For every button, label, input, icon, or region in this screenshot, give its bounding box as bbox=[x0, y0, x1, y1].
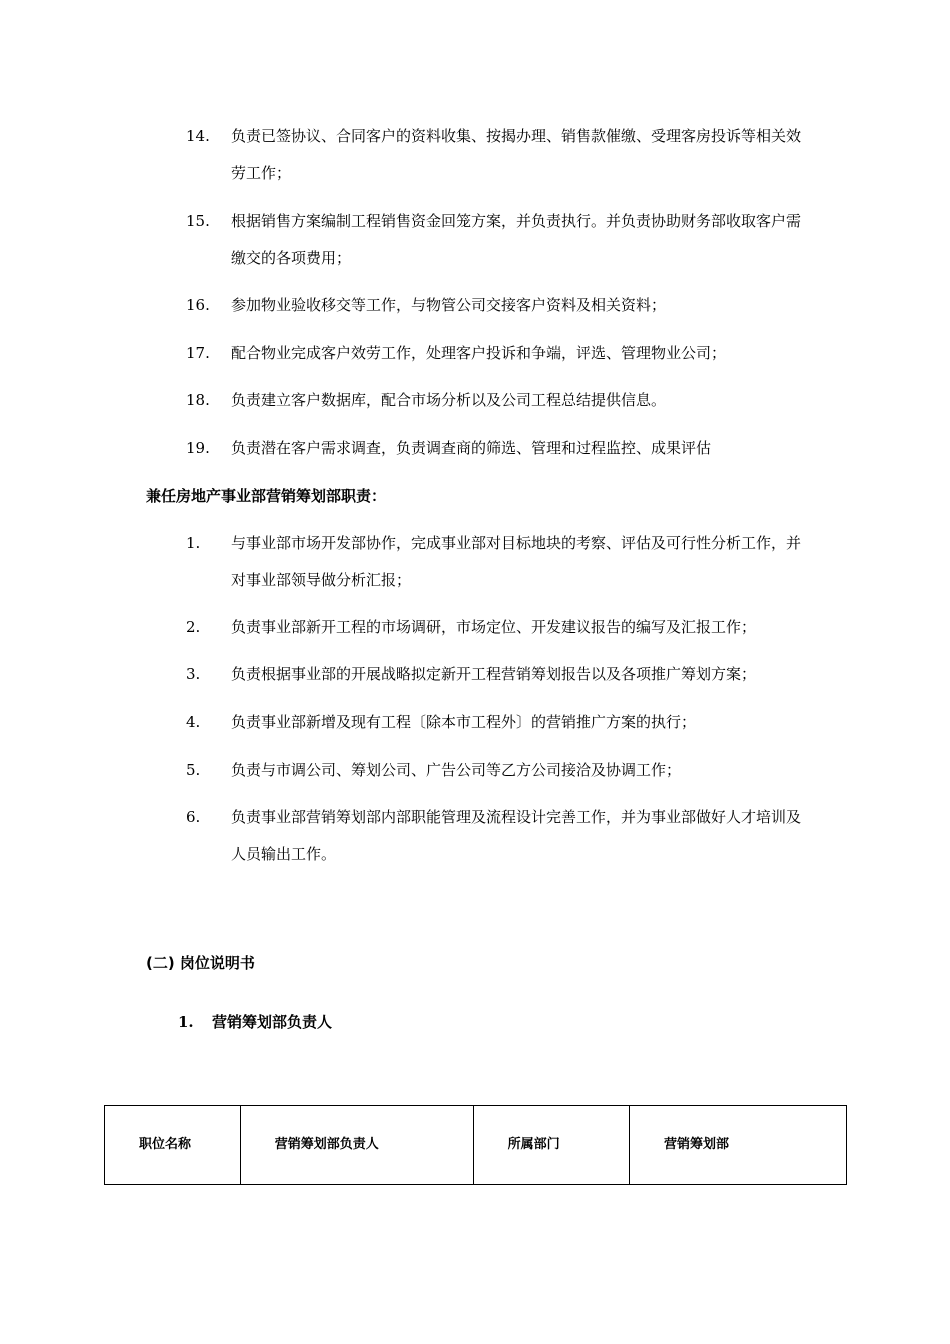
list-item-text: 负责与市调公司、筹划公司、广告公司等乙方公司接洽及协调工作； bbox=[231, 761, 682, 779]
list-item-text: 负责事业部新增及现有工程〔除本市工程外〕的营销推广方案的执行； bbox=[231, 713, 697, 731]
list-item-number: 2. bbox=[186, 618, 201, 636]
list-item-number: 5. bbox=[186, 761, 201, 779]
list-item-number: 6. bbox=[186, 808, 201, 826]
list-item bbox=[186, 287, 826, 324]
list-item bbox=[186, 430, 826, 467]
part-heading: (二) 岗位说明书 bbox=[146, 954, 255, 972]
list-item-text: 负责事业部新开工程的市场调研，市场定位、开发建议报告的编写及汇报工作； bbox=[231, 618, 757, 636]
table-row bbox=[105, 1106, 847, 1185]
position-info-table bbox=[104, 1105, 847, 1185]
list-item bbox=[186, 704, 826, 741]
list-item bbox=[186, 335, 826, 372]
list-item bbox=[186, 799, 826, 873]
table-cell-position-label: 职位名称 bbox=[105, 1106, 241, 1185]
list-item-number: 14. bbox=[186, 127, 210, 145]
sub-heading-number: 1. bbox=[178, 1013, 194, 1031]
table-cell-position-value: 营销筹划部负责人 bbox=[240, 1106, 473, 1185]
list-item-text: 负责事业部营销筹划部内部职能管理及流程设计完善工作，并为事业部做好人才培训及人员输出工作。 bbox=[231, 808, 802, 863]
list-item-number: 3. bbox=[186, 665, 201, 683]
list-item-text: 参加物业验收移交等工作，与物管公司交接客户资料及相关资料； bbox=[231, 296, 667, 314]
section-heading: 兼任房地产事业部营销筹划部职责： bbox=[146, 487, 387, 505]
sub-heading bbox=[178, 1010, 332, 1034]
table-cell-department-value: 营销筹划部 bbox=[629, 1106, 846, 1185]
list-item bbox=[186, 118, 826, 192]
list-item bbox=[186, 382, 826, 419]
list-item-number: 19. bbox=[186, 439, 210, 457]
list-item bbox=[186, 203, 826, 277]
list-item-number: 4. bbox=[186, 713, 201, 731]
list-item-number: 1. bbox=[186, 534, 201, 552]
list-item-text: 负责已签协议、合同客户的资料收集、按揭办理、销售款催缴、受理客房投诉等相关效劳工作； bbox=[231, 127, 802, 182]
list-item-text: 配合物业完成客户效劳工作，处理客户投诉和争端，评选、管理物业公司； bbox=[231, 344, 727, 362]
list-item bbox=[186, 656, 826, 693]
list-item-text: 与事业部市场开发部协作，完成事业部对目标地块的考察、评估及可行性分析工作，并对事业部领导做分析汇报； bbox=[231, 534, 802, 589]
list-item-text: 负责根据事业部的开展战略拟定新开工程营销筹划报告以及各项推广筹划方案； bbox=[231, 665, 757, 683]
list-item bbox=[186, 752, 826, 789]
sub-heading-text: 营销筹划部负责人 bbox=[212, 1013, 333, 1031]
list-item-text: 负责建立客户数据库，配合市场分析以及公司工程总结提供信息。 bbox=[231, 391, 667, 409]
list-item bbox=[186, 609, 826, 646]
table-cell-department-label: 所属部门 bbox=[473, 1106, 629, 1185]
list-item-number: 15. bbox=[186, 212, 210, 230]
list-item-number: 17. bbox=[186, 344, 210, 362]
list-item-text: 负责潜在客户需求调查，负责调查商的筛选、管理和过程监控、成果评估 bbox=[231, 439, 712, 457]
list-item-number: 16. bbox=[186, 296, 210, 314]
list-item bbox=[186, 525, 826, 599]
list-item-text: 根据销售方案编制工程销售资金回笼方案，并负责执行。并负责协助财务部收取客户需缴交的各项费用； bbox=[231, 212, 802, 267]
list-item-number: 18. bbox=[186, 391, 210, 409]
